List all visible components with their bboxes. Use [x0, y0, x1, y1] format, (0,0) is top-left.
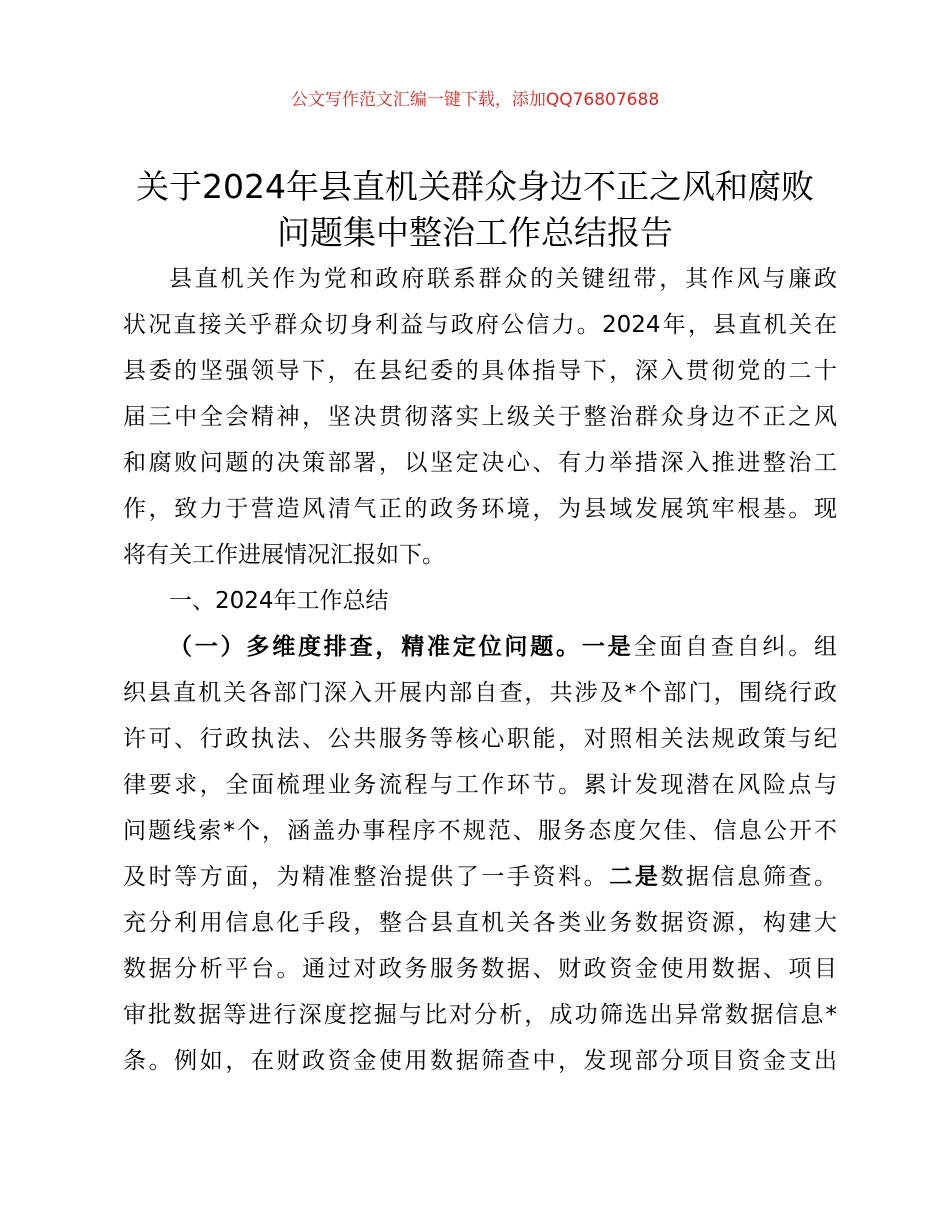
body-line: 织县直机关各部门深入开展内部自查，共涉及*个部门，围绕行政 [123, 680, 837, 706]
intro-line: 县委的坚强领导下，在县纪委的具体指导下，深入贯彻党的二十 [123, 358, 837, 384]
document-title [0, 164, 950, 256]
item2-text: 数据信息筛查。 [660, 864, 837, 890]
intro-line: 状况直接关乎群众切身利益与政府公信力。2024年，县直机关在 [123, 312, 837, 338]
intro-line: 届三中全会精神，坚决贯彻落实上级关于整治群众身边不正之风 [123, 404, 837, 430]
item1-label: 一是 [581, 634, 634, 660]
item2-label: 二是 [609, 864, 661, 890]
section-heading: 一、2024年工作总结 [169, 588, 389, 614]
title-line-2: 问题集中整治工作总结报告 [277, 213, 673, 252]
subsection-heading: （一）多维度排查，精准定位问题。 [169, 634, 582, 660]
subsection-first-line [123, 624, 837, 670]
body-line: 许可、行政执法、公共服务等核心职能，对照相关法规政策与纪 [123, 726, 837, 752]
promo-banner-text[interactable]: 公文写作范文汇编一键下载，添加QQ76807688 [290, 90, 660, 110]
body-line: 数据分析平台。通过对政务服务数据、财政资金使用数据、项目 [123, 956, 837, 982]
intro-line: 县直机关作为党和政府联系群众的关键纽带，其作风与廉政 [169, 266, 837, 292]
body-line: 充分利用信息化手段，整合县直机关各类业务数据资源，构建大 [123, 910, 837, 936]
body-line: 审批数据等进行深度挖掘与比对分析，成功筛选出异常数据信息* [123, 1002, 837, 1028]
intro-line: 和腐败问题的决策部署，以坚定决心、有力举措深入推进整治工 [123, 450, 837, 476]
item1-text: 全面自查自纠。组 [633, 634, 837, 660]
intro-line: 将有关工作进展情况汇报如下。 [123, 542, 445, 568]
body-line: 条。例如，在财政资金使用数据筛查中，发现部分项目资金支出 [123, 1048, 837, 1074]
body-line-mixed [123, 854, 837, 900]
line6-prefix: 及时等方面，为精准整治提供了一手资料。 [123, 864, 610, 890]
body-line: 问题线索*个，涵盖办事程序不规范、服务态度欠佳、信息公开不 [123, 818, 837, 844]
title-line-1: 关于2024年县直机关群众身边不正之风和腐败 [136, 167, 814, 206]
body-line: 律要求，全面梳理业务流程与工作环节。累计发现潜在风险点与 [123, 772, 837, 798]
document-body [123, 256, 837, 1084]
intro-line: 作，致力于营造风清气正的政务环境，为县域发展筑牢根基。现 [123, 496, 837, 522]
